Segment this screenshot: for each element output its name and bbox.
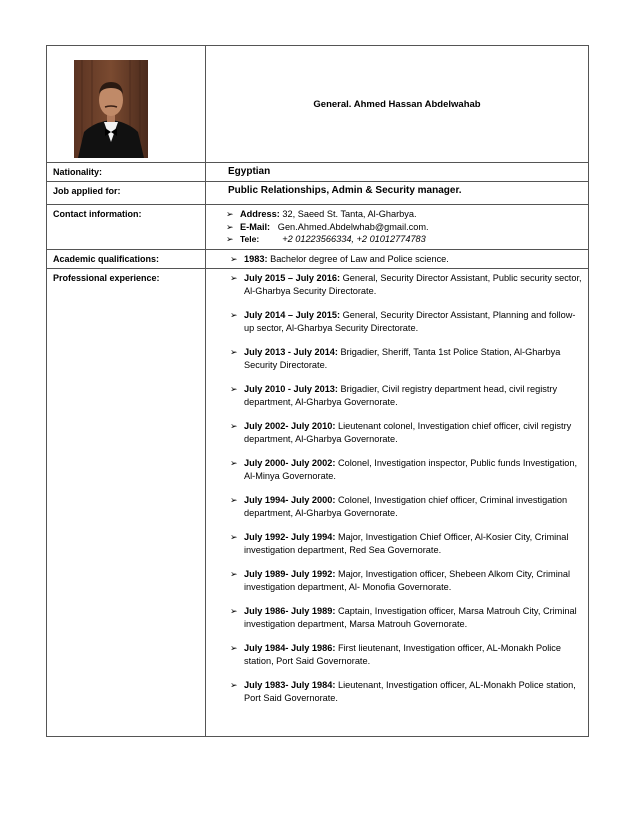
experience-item: [230, 272, 582, 297]
experience-item: [230, 383, 582, 408]
address-label: Address:: [240, 209, 280, 219]
experience-period: July 1994- July 2000:: [244, 495, 336, 506]
email-item: [226, 221, 582, 234]
academic-label: Academic qualifications:: [47, 249, 206, 269]
name-cell: [206, 46, 589, 163]
experience-item: [230, 420, 582, 445]
contact-row: [47, 205, 589, 250]
experience-item: [230, 346, 582, 371]
candidate-name: General. Ahmed Hassan Abdelwahab: [313, 98, 481, 110]
experience-item: [230, 457, 582, 482]
academic-text: Bachelor degree of Law and Police science.: [270, 253, 449, 264]
experience-text: Brigadier, Civil registry department head, civil registry department, Al-Gharbya Governorate.: [244, 384, 558, 407]
experience-period: July 1989- July 1992:: [244, 569, 336, 580]
experience-item: [230, 309, 582, 334]
experience-item: [230, 531, 582, 556]
address-item: [226, 208, 582, 221]
experience-text: General, Security Director Assistant, Planning and follow-up sector, Al-Gharbya Security Directorate.: [244, 310, 576, 333]
academic-year: 1983:: [244, 253, 268, 264]
experience-text: Major, Investigation officer, Shebeen Alkom City, Criminal investigation department, Al- Monofia Governorate.: [244, 569, 571, 592]
portrait-image: [74, 60, 148, 158]
email-label: E-Mail:: [240, 221, 271, 232]
experience-period: July 2015 – July 2016:: [244, 273, 341, 284]
experience-list: [206, 269, 588, 707]
experience-text: Colonel, Investigation chief officer, Criminal investigation department, Al-Gharbya Governorate.: [244, 495, 568, 518]
experience-period: July 1984- July 1986:: [244, 643, 336, 654]
experience-period: July 2002- July 2010:: [244, 421, 336, 432]
nationality-value: Egyptian: [206, 163, 589, 182]
academic-item: [230, 253, 582, 266]
tele-item: [226, 233, 582, 246]
experience-period: July 2013 - July 2014:: [244, 347, 338, 358]
academic-list: [206, 250, 588, 269]
experience-period: July 1992- July 1994:: [244, 532, 336, 543]
experience-text: Colonel, Investigation inspector, Public funds Investigation, Al-Minya Governorate.: [244, 458, 578, 481]
experience-item: [230, 494, 582, 519]
address-value: 32, Saeed St. Tanta, Al-Gharbya.: [282, 209, 417, 219]
experience-label: Professional experience:: [47, 269, 206, 737]
job-label: Job applied for:: [47, 182, 206, 205]
tele-label: Tele:: [240, 234, 260, 245]
experience-text: Lieutenant, Investigation officer, AL-Monakh Police station, Port Said Governorate.: [244, 680, 576, 703]
experience-text: Lieutenant colonel, Investigation chief officer, civil registry department, Al-Gharbya Governorate.: [244, 421, 572, 444]
job-row: [47, 182, 589, 205]
experience-text: First lieutenant, Investigation officer, AL-Monakh Police station, Port Said Governorate.: [244, 643, 562, 666]
academic-row: [47, 249, 589, 269]
experience-period: July 2000- July 2002:: [244, 458, 336, 469]
contact-cell: [206, 205, 589, 250]
experience-text: Major, Investigation Chief Officer, Al-Kosier City, Criminal investigation department, Red Sea Governorate.: [244, 532, 569, 555]
experience-row: [47, 269, 589, 737]
contact-list: [206, 205, 588, 249]
email-value: Gen.Ahmed.Abdelwhab@gmail.com.: [277, 221, 429, 232]
experience-item: [230, 568, 582, 593]
experience-text: Brigadier, Sheriff, Tanta 1st Police Station, Al-Gharbya Security Directorate.: [244, 347, 561, 370]
experience-text: Captain, Investigation officer, Marsa Matrouh City, Criminal investigation department, Marsa Matrouh Governorate.: [244, 606, 577, 629]
profile-photo: [74, 60, 148, 158]
experience-item: [230, 642, 582, 667]
experience-item: [230, 605, 582, 630]
nationality-label: Nationality:: [47, 163, 206, 182]
experience-text: General, Security Director Assistant, Public security sector, Al-Gharbya Security Directorate.: [244, 273, 582, 296]
experience-item: [230, 679, 582, 704]
experience-period: July 2010 - July 2013:: [244, 384, 338, 395]
contact-label: Contact information:: [47, 205, 206, 250]
experience-period: July 1986- July 1989:: [244, 606, 336, 617]
academic-cell: [206, 249, 589, 269]
job-value: Public Relationships, Admin & Security manager.: [206, 182, 589, 205]
nationality-row: [47, 163, 589, 182]
experience-cell: [206, 269, 589, 737]
experience-period: July 1983- July 1984:: [244, 680, 336, 691]
experience-period: July 2014 – July 2015:: [244, 310, 341, 321]
tele-value: +2 01223566334, +2 01012774783: [282, 234, 426, 245]
